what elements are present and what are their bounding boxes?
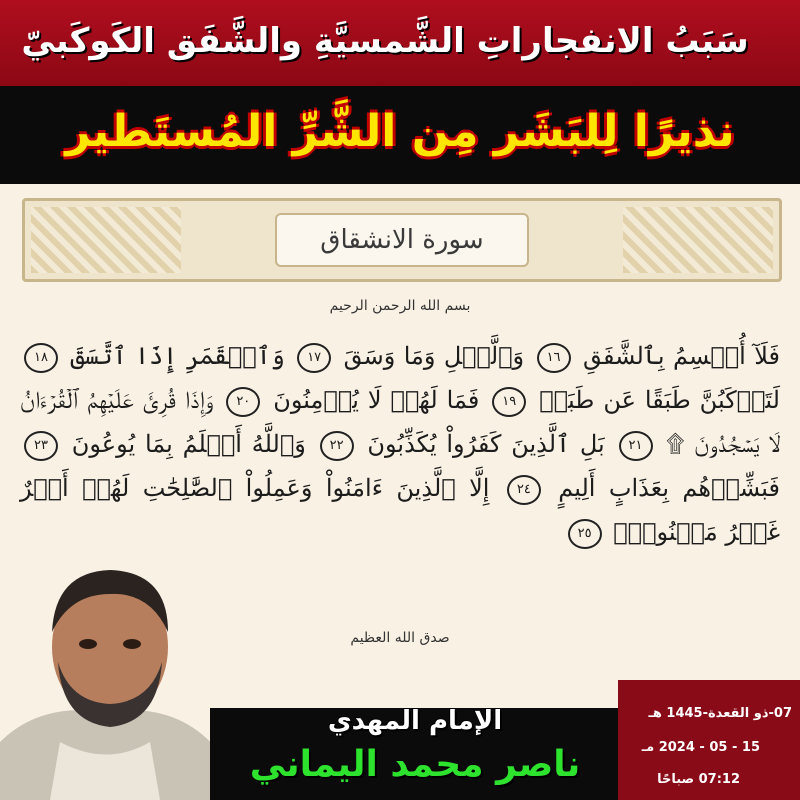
verse-text: فَمَا لَهُمۡ لَا يُؤۡمِنُونَ	[273, 386, 480, 414]
verse-number: ١٧	[297, 343, 331, 373]
verse-number: ١٩	[492, 387, 526, 417]
verse-number: ١٦	[537, 343, 571, 373]
imam-name: ناصر محمد اليماني	[249, 744, 581, 785]
verse-text: وَٱلۡقَمَرِ إِذَا ٱتَّسَقَ	[70, 342, 285, 370]
basmala: بسم الله الرحمن الرحيم	[329, 298, 471, 314]
verse-text: فَبَشِّرۡهُم بِعَذَابٍ أَلِيمٍ	[558, 474, 780, 502]
verses-block	[20, 334, 780, 554]
verse-number: ٢٢	[320, 431, 354, 461]
verse-text: وَٱللَّهُ أَعۡلَمُ بِمَا يُوعُونَ	[71, 430, 306, 458]
verse-text: وَٱلَّيۡلِ وَمَا وَسَقَ	[343, 342, 525, 370]
post-time: 07:12 صباحًا	[657, 772, 740, 787]
banner-title: سَبَبُ الانفجاراتِ الشَّمسيَّةِ والشَّفَق الكَوكَبيّ	[21, 21, 749, 61]
surah-name: سورة الانشقاق	[275, 213, 529, 267]
gregorian-date: 15 - 05 - 2024 مـ	[641, 740, 760, 755]
imam-title: الإمام المهدي	[327, 706, 503, 736]
surah-header-frame	[22, 198, 782, 282]
verse-number: ١٨	[24, 343, 58, 373]
verse-text: إِلَّا ٱلَّذِينَ ءَامَنُواْ وَعَمِلُواْ ٱلصَّٰلِحَٰتِ لَهُمۡ أَجۡرٌ غَيۡرُ مَمۡنُونِۭ	[20, 474, 780, 546]
imam-portrait	[0, 552, 215, 800]
hijri-date: 07-ذو القعدة-1445 هـ	[648, 706, 792, 721]
headline: نذيرًا لِلبَشَر مِن الشَّرِّ المُستَطير	[65, 106, 735, 157]
headline-band	[0, 86, 800, 184]
verse-number: ٢٠	[226, 387, 260, 417]
verse-text: بَلِ ٱلَّذِينَ كَفَرُواْ يُكَذِّبُونَ	[367, 430, 605, 458]
closing-phrase: صدق الله العظيم	[350, 630, 450, 646]
verse-number: ٢١	[619, 431, 653, 461]
ornament-right-icon	[623, 207, 773, 273]
ornament-left-icon	[31, 207, 181, 273]
top-banner	[0, 0, 800, 86]
verse-number: ٢٣	[24, 431, 58, 461]
date-box	[618, 680, 800, 800]
verse-number: ٢٤	[507, 475, 541, 505]
verse-text: وَإِذَا قُرِئَ عَلَيۡهِمُ ٱلۡقُرۡءَانُ لَا يَسۡجُدُونَ ۩	[20, 386, 780, 458]
verse-text: فَلَآ أُقۡسِمُ بِٱلشَّفَقِ	[582, 342, 781, 370]
verse-number: ٢٥	[568, 519, 602, 549]
verse-text: لَتَرۡكَبُنَّ طَبَقًا عَن طَبَقٖ	[539, 386, 780, 414]
